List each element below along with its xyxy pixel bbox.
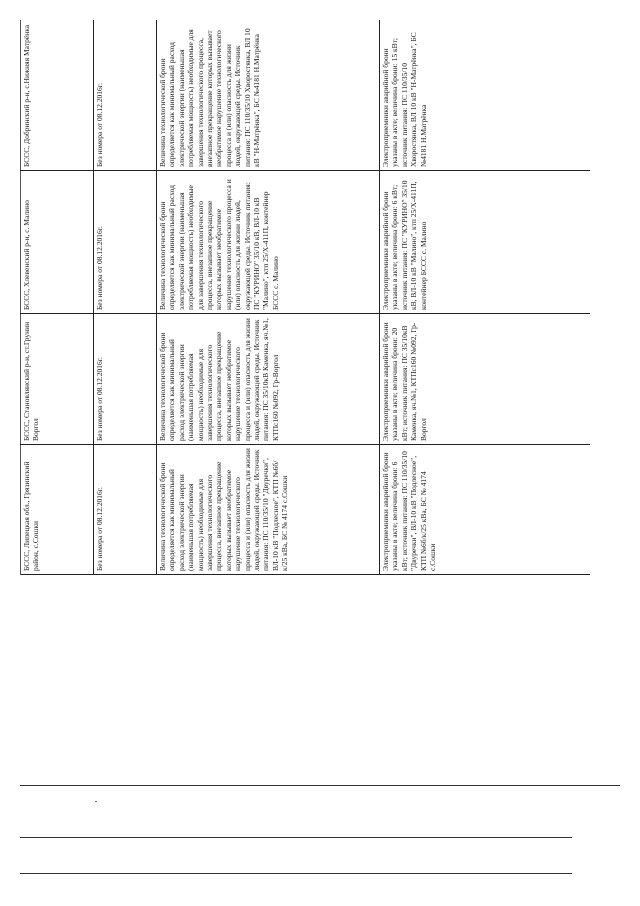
table-row-description bbox=[157, 20, 380, 575]
notes-cell: Электроприемники аварийной брони указаны в акте; величина брони: 6 кВт; источник питания: ПС 110/35/10 "Двуречки", ВЛ-10 кВ "Подлесное", КТП №6б/к/25 кВа, БС № 4174 с.Сошки bbox=[380, 445, 591, 575]
description-cell: Величина технологической брони определяется как минимальный расход электрической энергии (наименьшая потребляемая мощность) необходимые для завершения технологического процесса, внезапное прекращение которых вызывает необратимое нарушение технологического процесса и (или) опасность для жизни людей, окружающей среды. Источник питания: ПС "КУРИНО" 35/10 кВ, ВЛ-10 кВ "Малино", ктп 25/Х-411П, контейнер БССС с. Малино bbox=[157, 171, 380, 314]
notes-cell: Электроприемники аварийной брони указаны в акте; величина брони: 6 кВт; источник питания: ПС "КУРИНО" 35/10 кВ, ВЛ-10 кВ "Малино", ктп 25/Х-411П, контейнер БССС с. Малино bbox=[380, 171, 591, 314]
table-row-number bbox=[94, 20, 157, 575]
table-row-location bbox=[21, 20, 94, 575]
notes-cell: Электроприемники аварийной брони указаны в акте; величина брони: 20 кВт; источник питания: ПС 35/10кВ Каменка, яч.№1, КТПс160 №092, Гр-Воргол bbox=[380, 314, 591, 445]
notes-cell: Электроприемники аварийной брони указаны в акте; величина брони: 15 кВт; источник питания: ПС 110/35/10 Хворостянка, ВЛ 10 кВ "Н-Матрёнка", БС №4181 Н.Матрёнка bbox=[380, 20, 591, 171]
description-cell: Величина технологической брони определяется как минимальный расход электрической энергии (наименьшая потребляемая мощность) необходимые для завершения технологического процесса, внезапное прекращение которых вызывает необратимое нарушение технологического процесса и (или) опасность для жизни людей, окружающей среды. Источник питания: ПС 110/35/10 "Двуречки", ВЛ-10 кВ "Подлесное", КТП №6б/к/25 кВа, БС № 4174 с.Сошки bbox=[157, 445, 380, 575]
scan-speck bbox=[95, 801, 97, 802]
location-cell: БССС, Липецкая обл., Грязинский район, с.Сошки bbox=[21, 445, 94, 575]
document-number-cell: Без номера от 08.12.2016г. bbox=[94, 171, 157, 314]
location-cell: БССС, Становлянский р-н, ст.Грунин Воргол bbox=[21, 314, 94, 445]
horizontal-rule bbox=[20, 785, 620, 786]
document-number-cell: Без номера от 08.12.2016г. bbox=[94, 314, 157, 445]
rotated-table-region bbox=[20, 20, 590, 575]
description-cell: Величина технологической брони определяется как минимальный расход электрической энергии (наименьшая потребляемая мощность) необходимые для завершения технологического процесса, внезапное прекращение которых вызывает необратимое нарушение технологического процесса и (или) опасность для жизни людей, окружающей среды. Источник питания: ПС 110/35/10 Хворостянка, ВЛ 10 кВ "Н-Матрёнка", БС №4181 Н.Матрёнка bbox=[157, 20, 380, 171]
document-number-cell: Без номера от 08.12.2016г. bbox=[94, 445, 157, 575]
location-cell: БССС, Хлевенский р-н, с. Малино bbox=[21, 171, 94, 314]
rotated-table-canvas bbox=[20, 20, 590, 575]
description-cell: Величина технологической брони определяется как минимальный расход электрической энергии (наименьшая потребляемая мощность) необходимые для завершения технологического процесса, внезапное прекращение которых вызывает необратимое нарушение технологического процесса и (или) опасность для жизни людей, окружающей среды. Источник питания: ПС 35/10кВ Каменка, яч.№1, КТПс160 №092, Гр-Воргол bbox=[157, 314, 380, 445]
location-cell: БССС, Добринский р-н, с.Нижняя Матрёнка bbox=[21, 20, 94, 171]
document-number-cell: Без номера от 08.12.2016г. bbox=[94, 20, 157, 171]
tech-reserve-table bbox=[20, 20, 590, 575]
horizontal-rule bbox=[20, 837, 572, 838]
table-row-notes bbox=[380, 20, 591, 575]
horizontal-rule bbox=[20, 873, 572, 874]
